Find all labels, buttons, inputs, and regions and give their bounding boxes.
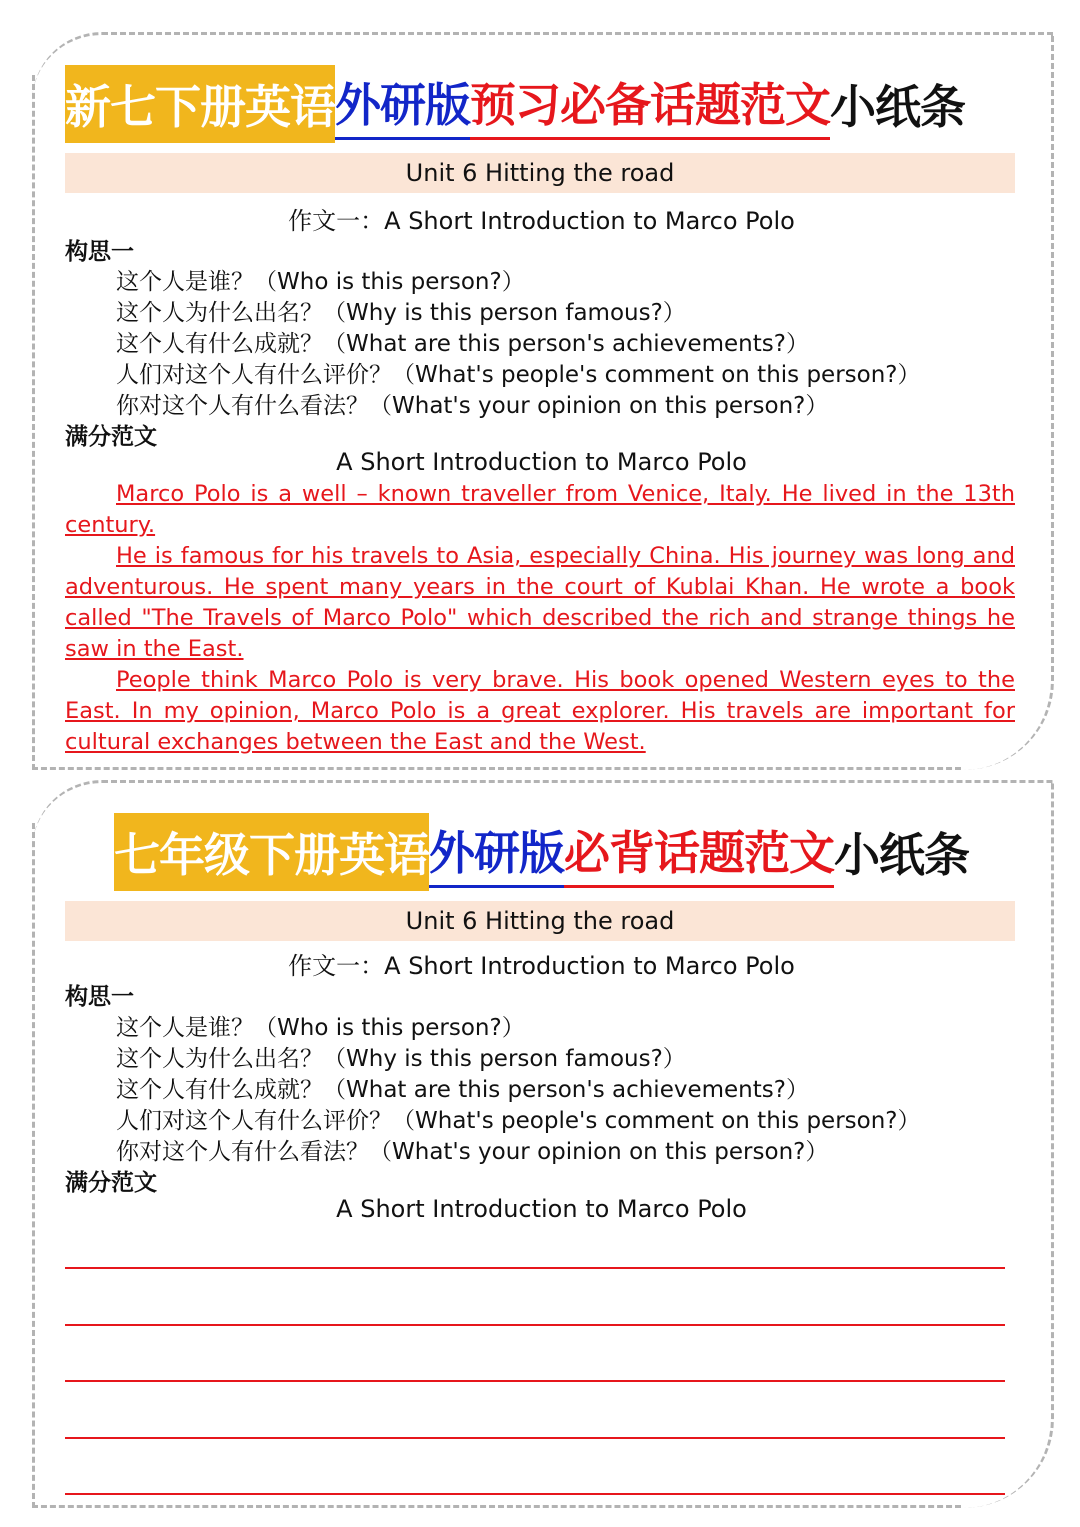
card-title [65,65,1051,143]
question-item: 这个人是谁？（Who is this person?） [116,1015,525,1041]
essay-paragraph: People think Marco Polo is very brave. His book opened Western eyes to the East. In my opinion, Marco Polo is a great explorer. His travels are important for cultural exchanges between the East and the West. [65,667,1015,755]
question-item: 这个人有什么成就？（What are this person's achievements?） [116,331,809,357]
writing-line[interactable] [65,1324,1005,1326]
essay-heading: 作文一：A Short Introduction to Marco Polo [288,207,795,235]
title-publisher: 外研版 [429,817,564,888]
question-item: 人们对这个人有什么评价？（What's people's comment on this person?） [116,1108,921,1134]
card-title [32,813,1051,891]
question-item: 这个人为什么出名？（Why is this person famous?） [116,300,686,326]
model-essay-label: 满分范文 [65,1170,157,1196]
title-topic: 预习必备话题范文 [470,69,830,140]
writing-line[interactable] [65,1437,1005,1439]
question-item: 这个人为什么出名？（Why is this person famous?） [116,1046,686,1072]
title-highlight-yellow: 新七下册英语 [65,65,335,143]
model-essay-body [65,479,1015,758]
writing-line[interactable] [65,1267,1005,1269]
title-highlight-yellow: 七年级下册英语 [114,813,429,891]
question-item: 你对这个人有什么看法？（What's your opinion on this person?） [116,1139,829,1165]
idea-label: 构思一 [65,239,134,265]
writing-line[interactable] [65,1380,1005,1382]
title-suffix: 小纸条 [830,80,965,134]
question-item: 这个人是谁？（Who is this person?） [116,269,525,295]
essay-heading: 作文一：A Short Introduction to Marco Polo [288,952,795,980]
unit-heading: Unit 6 Hitting the road [65,153,1015,193]
question-item: 人们对这个人有什么评价？（What's people's comment on this person?） [116,362,921,388]
note-card-practice [32,780,1054,1508]
model-essay-label: 满分范文 [65,424,157,450]
note-card-preview [32,32,1054,770]
model-essay-title: A Short Introduction to Marco Polo [336,448,747,476]
writing-line[interactable] [65,1493,1005,1495]
essay-paragraph: He is famous for his travels to Asia, especially China. His journey was long and adventurous. He spent many years in the court of Kublai Khan. He wrote a book called "The Travels of Marco Polo" which described the rich and strange things he saw in the East. [65,543,1015,662]
title-suffix: 小纸条 [834,828,969,882]
title-topic: 必背话题范文 [564,817,834,888]
essay-paragraph: Marco Polo is a well – known traveller from Venice, Italy. He lived in the 13th century. [65,481,1015,538]
model-essay-title: A Short Introduction to Marco Polo [336,1195,747,1223]
question-item: 这个人有什么成就？（What are this person's achievements?） [116,1077,809,1103]
idea-label: 构思一 [65,984,134,1010]
question-item: 你对这个人有什么看法？（What's your opinion on this person?） [116,393,829,419]
unit-heading: Unit 6 Hitting the road [65,901,1015,941]
title-publisher: 外研版 [335,69,470,140]
